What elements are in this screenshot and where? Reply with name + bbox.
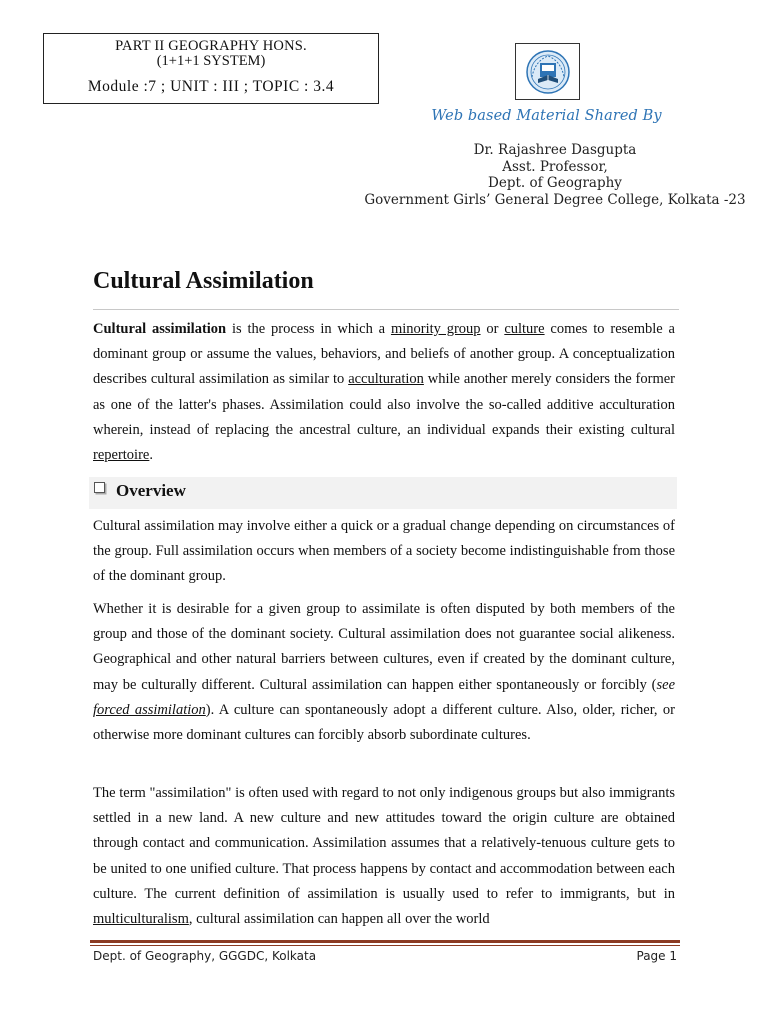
p3-text-1: The term "assimilation" is often used with regard to not only indigenous groups but also immigrants settled in a new land. A new culture and new attitudes toward the origin culture are obtained through contact and communication. Assimilation assumes that a relatively-tenuous culture gets to be united to one unified culture. That process happens by contact and accommodation between each culture. The current definition of assimilation is usually used to refer to immigrants, but in [93, 785, 675, 902]
intro-text-1: is the process in which a [226, 321, 391, 337]
intro-term: Cultural assimilation [93, 321, 227, 337]
link-acculturation[interactable]: acculturation [348, 371, 424, 388]
paragraph-1: Cultural assimilation may involve either a quick or a gradual change depending on circumstances of the group. Full assimilation occurs when members of a society become indistinguishable from those of the dominant group. [93, 518, 675, 585]
link-repertoire[interactable]: repertoire [93, 447, 150, 464]
footer-department: Dept. of Geography, GGGDC, Kolkata [93, 949, 317, 963]
author-college: Government Girls’ General Degree College, Kolkata -23 [364, 191, 746, 208]
overview-label: Overview [116, 481, 186, 500]
overview-heading [89, 477, 677, 509]
intro-text-2: or [480, 321, 505, 337]
link-multiculturalism[interactable]: multiculturalism [93, 911, 189, 928]
author-block [340, 142, 768, 208]
link-minority-group[interactable]: minority group [390, 321, 481, 337]
author-name: Dr. Rajashree Dasgupta [473, 142, 637, 158]
college-emblem-icon [515, 43, 580, 100]
page-title: Cultural Assimilation [93, 268, 314, 294]
p3-text-2: , cultural assimilation can happen all over the world [188, 911, 490, 928]
footer-rule-thin [90, 945, 680, 946]
header-line-1: PART II GEOGRAPHY HONS. [115, 38, 307, 54]
paragraph-2 [93, 597, 675, 748]
intro-text-5: . [149, 447, 153, 464]
link-forced-assimilation[interactable]: forced assimilation [93, 701, 206, 718]
see-word: see [656, 676, 675, 693]
header-line-3: Module :7 ; UNIT : III ; TOPIC : 3.4 [87, 78, 335, 95]
intro-text-4: while another merely considers the former as one of the latter's phases. Assimilation could also involve the so-called additive acculturation wherein, instead of replacing the ancestral culture, an individual expands their existing cultural [93, 371, 675, 438]
header-line-2: (1+1+1 SYSTEM) [156, 53, 266, 69]
title-divider [93, 309, 679, 310]
shared-by-label: Web based Material Shared By [431, 108, 662, 124]
header-box [43, 33, 379, 104]
p2-text-1: Whether it is desirable for a given group to assimilate is often disputed by both members of the group and those of the dominant society. Cultural assimilation does not guarantee social alikeness. Geographical and other natural barriers between cultures, even if created by the dominant culture, may be culturally different. Cultural assimilation can happen either spontaneously or forcibly ( [93, 601, 675, 693]
footer-rule-thick [90, 940, 680, 943]
link-culture[interactable]: culture [504, 321, 545, 337]
footer-page-number: Page 1 [636, 949, 677, 963]
intro-paragraph [93, 317, 675, 468]
intro-text-3: comes to resemble a dominant group or assume the values, behaviors, and beliefs of another group. A conceptualization describes cultural assimilation as similar to [93, 321, 675, 388]
paragraph-3 [93, 781, 675, 932]
author-position: Asst. Professor, [502, 158, 608, 175]
p2-text-2: ). A culture can spontaneously adopt a different culture. Also, older, richer, or otherwise more dominant cultures can forcibly absorb subordinate cultures. [93, 701, 676, 744]
author-department: Dept. of Geography [488, 175, 622, 191]
checkbox-icon [94, 482, 105, 493]
